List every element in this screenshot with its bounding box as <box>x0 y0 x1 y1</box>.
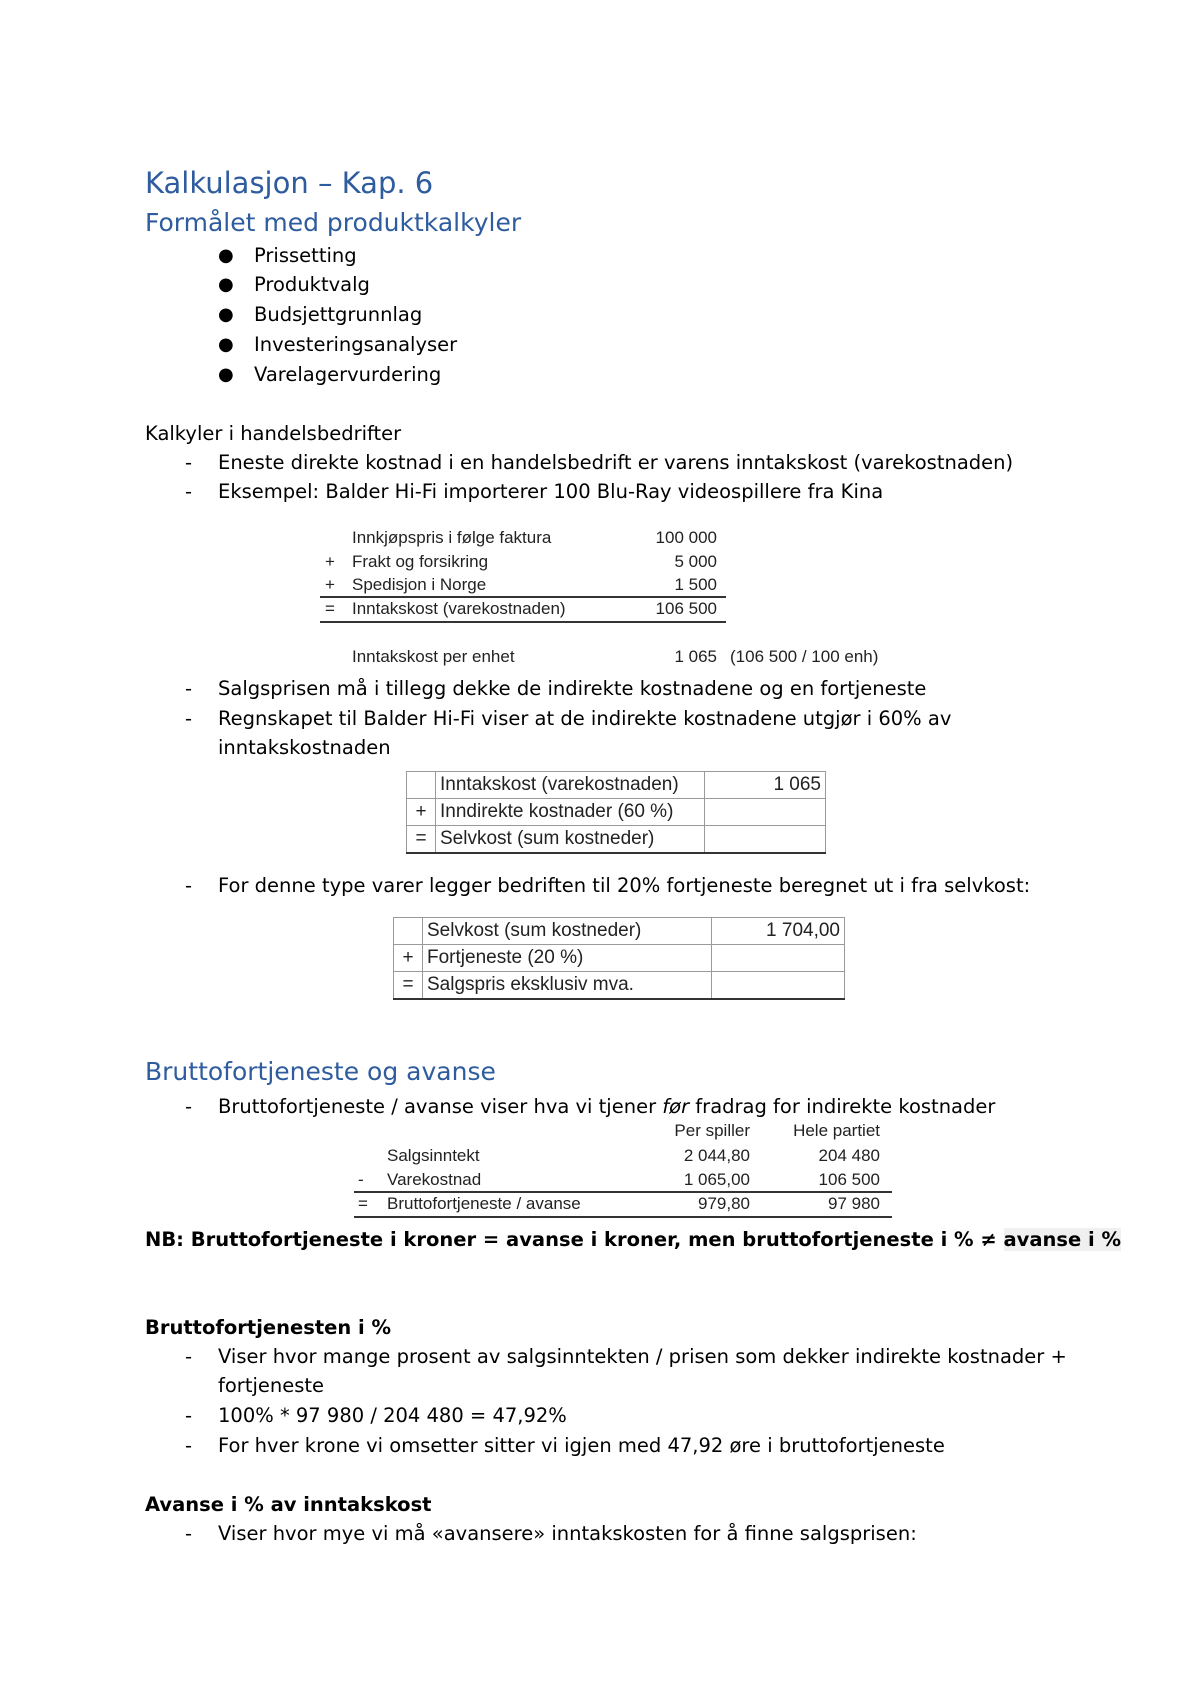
column-header: Per spiller <box>674 1121 750 1140</box>
table-cell-label: Fortjeneste (20 %) <box>423 945 712 972</box>
table-cell-value <box>705 826 826 854</box>
calc-value: 97 980 <box>828 1194 880 1213</box>
table-cell-sign: = <box>407 826 436 854</box>
section-heading-brutto: Bruttofortjeneste og avanse <box>145 1057 496 1086</box>
dash-marker: - <box>185 677 193 700</box>
text-run: fradrag for indirekte kostnader <box>689 1095 996 1118</box>
total-line <box>354 1216 892 1218</box>
table-cell-label: Inndirekte kostnader (60 %) <box>436 799 705 826</box>
calc-sign: = <box>358 1194 368 1213</box>
selvkost-table <box>406 771 826 854</box>
list-item: Budsjettgrunnlag <box>254 303 423 326</box>
subheading-bruttofortjenesten: Bruttofortjenesten i % <box>145 1316 392 1339</box>
section-heading-formalet: Formålet med produktkalkyler <box>145 208 522 237</box>
bullet-icon: ● <box>218 364 234 385</box>
calc-value: 1 065 <box>674 647 717 666</box>
list-item: Investeringsanalyser <box>254 333 458 356</box>
list-item: Varelagervurdering <box>254 363 442 386</box>
paragraph-line: Viser hvor mange prosent av salgsinntekten / prisen som dekker indirekte kostnader + <box>218 1345 1067 1368</box>
text-run: Bruttofortjeneste / avanse viser hva vi tjener <box>218 1095 663 1118</box>
table-cell-label: Inntakskost (varekostnaden) <box>436 772 705 799</box>
calc-value: 1 065,00 <box>683 1170 750 1189</box>
calc-note: (106 500 / 100 enh) <box>730 647 879 666</box>
table-row <box>407 772 826 799</box>
calc-label: Salgsinntekt <box>387 1146 480 1165</box>
table-cell-sign: + <box>394 945 423 972</box>
calc-value: 106 500 <box>655 599 717 618</box>
paragraph-line: 100% * 97 980 / 204 480 = 47,92% <box>218 1404 567 1427</box>
calc-value: 204 480 <box>818 1146 880 1165</box>
bullet-icon: ● <box>218 334 234 355</box>
table-cell-value: 1 704,00 <box>712 918 845 945</box>
table-row <box>394 945 845 972</box>
table-cell-sign: = <box>394 972 423 1000</box>
dash-marker: - <box>185 707 193 730</box>
nb-note <box>145 1226 1121 1254</box>
dash-marker: - <box>185 1345 193 1368</box>
table-row <box>394 972 845 1000</box>
table-cell-value <box>712 945 845 972</box>
dash-marker: - <box>185 480 193 503</box>
page-title: Kalkulasjon – Kap. 6 <box>145 166 434 200</box>
table-cell-sign: + <box>407 799 436 826</box>
table-cell-sign <box>407 772 436 799</box>
dash-marker: - <box>185 1404 193 1427</box>
total-line <box>320 621 726 623</box>
paragraph-line: Viser hvor mye vi må «avansere» inntakskosten for å finne salgsprisen: <box>218 1522 917 1545</box>
calc-sign: - <box>358 1170 364 1189</box>
table-row <box>407 826 826 854</box>
bullet-icon: ● <box>218 245 234 266</box>
paragraph-line: Salgsprisen må i tillegg dekke de indirekte kostnadene og en fortjeneste <box>218 677 927 700</box>
calc-label: Bruttofortjeneste / avanse <box>387 1194 581 1213</box>
bullet-icon: ● <box>218 304 234 325</box>
calc-sign: = <box>325 599 335 618</box>
dash-marker: - <box>185 451 193 474</box>
paragraph-line: fortjeneste <box>218 1374 325 1397</box>
dash-marker: - <box>185 1434 193 1457</box>
calc-label: Frakt og forsikring <box>352 552 489 571</box>
column-header: Hele partiet <box>793 1121 880 1140</box>
dash-marker: - <box>185 874 193 897</box>
calc-sign: + <box>325 575 335 594</box>
table-cell-value <box>712 972 845 1000</box>
emphasis-text: før <box>662 1095 690 1118</box>
calc-label: Spedisjon i Norge <box>352 575 487 594</box>
table-cell-value: 1 065 <box>705 772 826 799</box>
table-row <box>394 918 845 945</box>
salgspris-table <box>393 917 845 1000</box>
nb-tail: avanse i % <box>1003 1228 1122 1251</box>
nb-main: NB: Bruttofortjeneste i kroner = avanse i kroner, men bruttofortjeneste i % ≠ <box>145 1228 997 1251</box>
calc-value: 5 000 <box>674 552 717 571</box>
calc-label: Inntakskost per enhet <box>352 647 515 666</box>
calc-sign: + <box>325 552 335 571</box>
table-cell-label: Selvkost (sum kostneder) <box>423 918 712 945</box>
table-row <box>407 799 826 826</box>
table-cell-label: Selvkost (sum kostneder) <box>436 826 705 854</box>
list-item: Prissetting <box>254 244 357 267</box>
calc-label: Innkjøpspris i følge faktura <box>352 528 552 547</box>
paragraph-line: Regnskapet til Balder Hi-Fi viser at de indirekte kostnadene utgjør i 60% av <box>218 707 952 730</box>
dash-marker: - <box>185 1522 193 1545</box>
list-item: Produktvalg <box>254 273 370 296</box>
calc-label: Inntakskost (varekostnaden) <box>352 599 566 618</box>
paragraph-line <box>218 1093 995 1121</box>
bullet-icon: ● <box>218 274 234 295</box>
paragraph-line: For hver krone vi omsetter sitter vi igjen med 47,92 øre i bruttofortjeneste <box>218 1434 945 1457</box>
calc-value: 100 000 <box>655 528 717 547</box>
paragraph-line: For denne type varer legger bedriften til 20% fortjeneste beregnet ut i fra selvkost: <box>218 874 1031 897</box>
paragraph-line: Eneste direkte kostnad i en handelsbedrift er varens inntakskost (varekostnaden) <box>218 451 1014 474</box>
calc-value: 2 044,80 <box>683 1146 750 1165</box>
dash-marker: - <box>185 1095 193 1118</box>
calc-label: Varekostnad <box>387 1170 482 1189</box>
table-cell-label: Salgspris eksklusiv mva. <box>423 972 712 1000</box>
paragraph-line: inntakskostnaden <box>218 736 391 759</box>
table-cell-value <box>705 799 826 826</box>
table-cell-sign <box>394 918 423 945</box>
paragraph-line: Eksempel: Balder Hi-Fi importerer 100 Blu-Ray videospillere fra Kina <box>218 480 884 503</box>
subheading-kalkyler: Kalkyler i handelsbedrifter <box>145 422 402 445</box>
calc-value: 979,80 <box>698 1194 750 1213</box>
calc-value: 106 500 <box>818 1170 880 1189</box>
calc-value: 1 500 <box>674 575 717 594</box>
subheading-avanse: Avanse i % av inntakskost <box>145 1493 432 1516</box>
